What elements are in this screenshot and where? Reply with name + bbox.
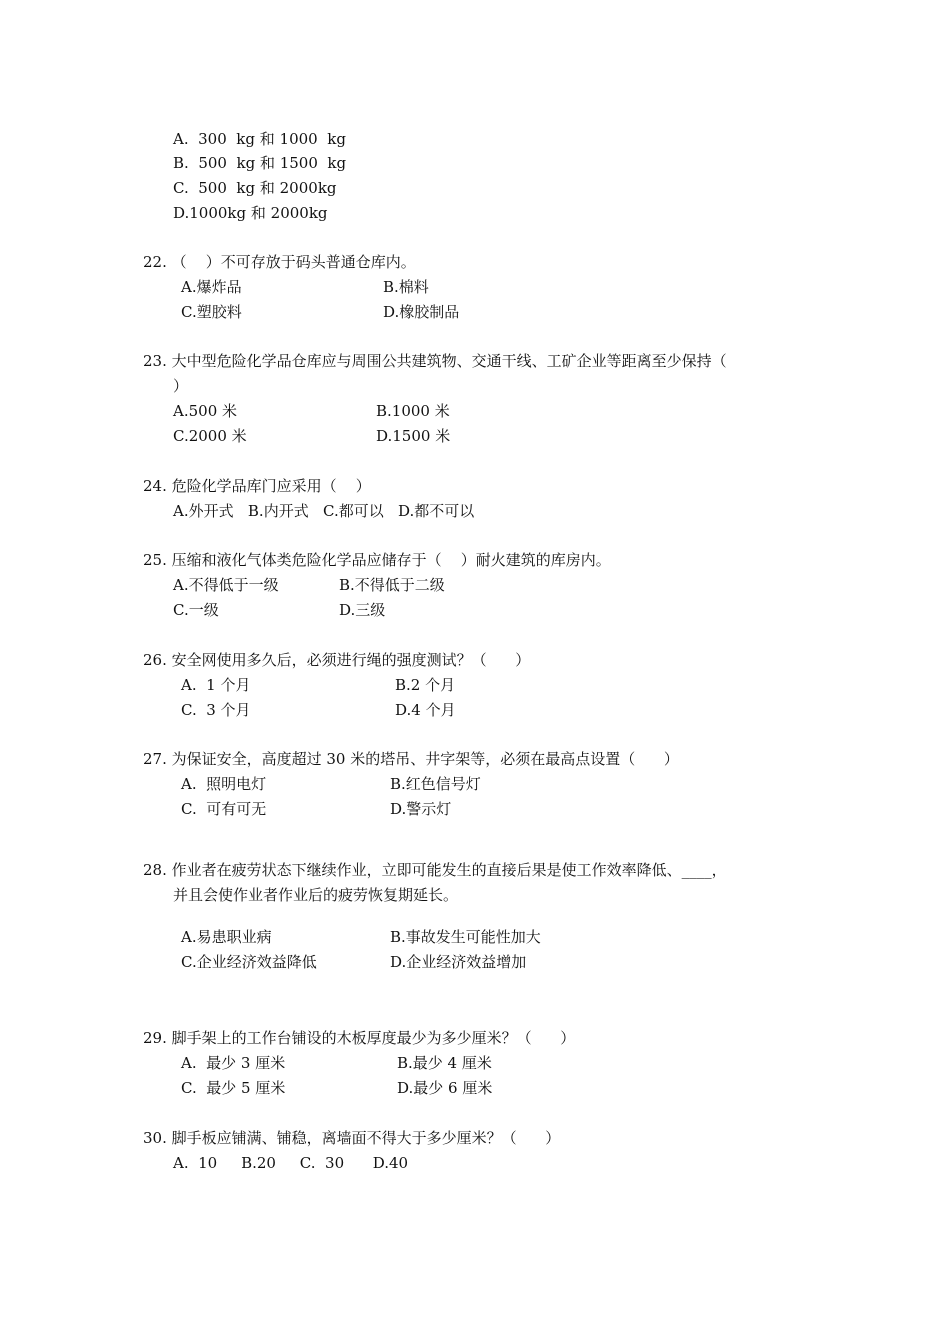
q22-stem: 22. （ ）不可存放于码头普通仓库内。 <box>143 253 416 271</box>
q29-stem: 29. 脚手架上的工作台铺设的木板厚度最少为多少厘米？（ ） <box>143 1029 576 1047</box>
q26-option-d: D.4 个月 <box>395 701 456 719</box>
q22-option-a: A.爆炸品 <box>181 278 242 296</box>
q23-stem-cont: ） <box>173 377 189 395</box>
q29-option-a: A. 最少 3 厘米 <box>181 1054 286 1072</box>
q21-option-a: A. 300 kg 和 1000 kg <box>173 130 346 148</box>
q25-option-b: B.不得低于二级 <box>339 576 445 594</box>
q27-option-a: A. 照明电灯 <box>181 775 267 793</box>
q26-option-c: C. 3 个月 <box>181 701 251 719</box>
q24-options: A.外开式 B.内开式 C.都可以 D.都不可以 <box>173 502 475 520</box>
q25-option-a: A.不得低于一级 <box>173 576 279 594</box>
q28-option-c: C.企业经济效益降低 <box>181 953 317 971</box>
q22-option-c: C.塑胶料 <box>181 303 242 321</box>
q21-option-b: B. 500 kg 和 1500 kg <box>173 154 347 172</box>
q30-stem: 30. 脚手板应铺满、铺稳，离墙面不得大于多少厘米？（ ） <box>143 1129 561 1147</box>
q25-stem: 25. 压缩和液化气体类危险化学品应储存于（ ）耐火建筑的库房内。 <box>143 551 611 569</box>
q23-option-a: A.500 米 <box>173 402 237 420</box>
q23-option-c: C.2000 米 <box>173 427 247 445</box>
q29-option-b: B.最少 4 厘米 <box>397 1054 492 1072</box>
q28-option-a: A.易患职业病 <box>181 928 272 946</box>
q27-option-b: B.红色信号灯 <box>390 775 481 793</box>
q29-option-c: C. 最少 5 厘米 <box>181 1079 286 1097</box>
q29-option-d: D.最少 6 厘米 <box>397 1079 493 1097</box>
q28-option-b: B.事故发生可能性加大 <box>390 928 541 946</box>
q26-stem: 26. 安全网使用多久后，必须进行绳的强度测试？（ ） <box>143 651 531 669</box>
q27-option-d: D.警示灯 <box>390 800 452 818</box>
q23-stem: 23. 大中型危险化学品仓库应与周围公共建筑物、交通干线、工矿企业等距离至少保持（ <box>143 352 727 370</box>
q26-option-b: B.2 个月 <box>395 676 456 694</box>
q28-stem-cont: 并且会使作业者作业后的疲劳恢复期延长。 <box>173 886 459 904</box>
q25-option-c: C.一级 <box>173 601 219 619</box>
q27-option-c: C. 可有可无 <box>181 800 267 818</box>
q25-option-d: D.三级 <box>339 601 386 619</box>
q23-option-d: D.1500 米 <box>376 427 451 445</box>
q24-stem: 24. 危险化学品库门应采用（ ） <box>143 477 371 495</box>
q27-stem: 27. 为保证安全，高度超过 30 米的塔吊、井字架等，必须在最高点设置（ ） <box>143 750 679 768</box>
q23-option-b: B.1000 米 <box>376 402 450 420</box>
q21-option-d: D.1000kg 和 2000kg <box>173 204 328 222</box>
q22-option-d: D.橡胶制品 <box>383 303 460 321</box>
q21-option-c: C. 500 kg 和 2000kg <box>173 179 337 197</box>
q26-option-a: A. 1 个月 <box>181 676 251 694</box>
q28-stem: 28. 作业者在疲劳状态下继续作业，立即可能发生的直接后果是使工作效率降低、____， <box>143 861 727 879</box>
q28-option-d: D.企业经济效益增加 <box>390 953 527 971</box>
q22-option-b: B.棉料 <box>383 278 429 296</box>
q30-options: A. 10 B.20 C. 30 D.40 <box>173 1154 409 1172</box>
